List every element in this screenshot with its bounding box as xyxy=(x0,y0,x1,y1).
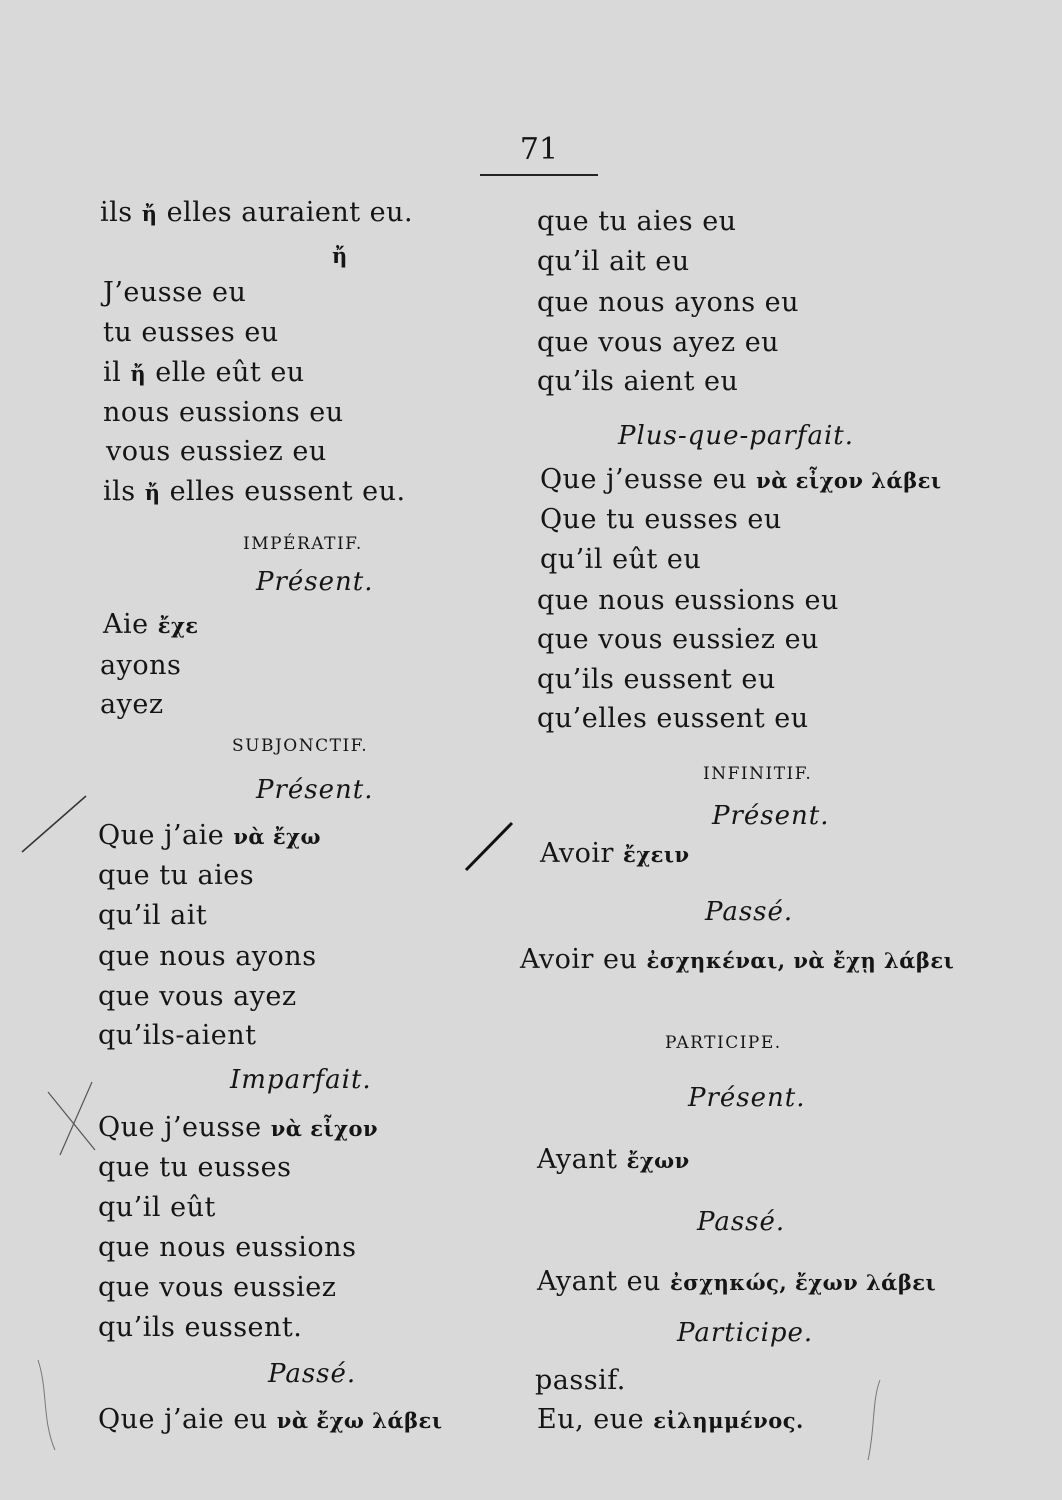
subj-present-line-2: que tu aies xyxy=(98,860,255,891)
passif-label: passif. xyxy=(535,1365,626,1396)
pencil-scribble-left xyxy=(38,1360,55,1450)
subj-pluperfect-line-2: Que tu eusses eu xyxy=(540,504,782,535)
subj-imperfect-line-5: que vous eussiez xyxy=(98,1272,337,1303)
subj-imperfect-line-2: que tu eusses xyxy=(98,1152,292,1183)
passe-heading: Passé. xyxy=(268,1359,357,1389)
greek-text: ἤ xyxy=(141,201,158,226)
participe-passif-heading: Participe. xyxy=(677,1318,814,1348)
pluperfect-subj-line-5: vous eussiez eu xyxy=(106,436,327,467)
greek-text: εἰλημμένος. xyxy=(653,1408,804,1433)
subj-imperfect-line-3: qu’il eût xyxy=(98,1192,216,1223)
subj-imperfect-line-6: qu’ils eussent. xyxy=(98,1312,303,1343)
subj-present-line-6: qu’ils-aient xyxy=(98,1020,257,1051)
subj-pluperfect-line-5: que vous eussiez eu xyxy=(537,624,819,655)
pluperfect-subj-line-2: tu eusses eu xyxy=(103,317,279,348)
french-text: Avoir xyxy=(540,838,624,869)
infinitif-passe-heading: Passé. xyxy=(705,897,794,927)
french-text: Avoir eu xyxy=(520,944,647,975)
subj-past-line-6: qu’ils aient eu xyxy=(537,366,739,397)
page-number: 71 xyxy=(519,132,559,167)
subj-present-line-4: que nous ayons xyxy=(98,941,317,972)
subj-present-line-3: qu’il ait xyxy=(98,900,208,931)
french-text: Eu, eue xyxy=(537,1404,654,1435)
imperatif-ayez-line: ayez xyxy=(100,689,164,720)
plus-que-parfait-heading: Plus-que-parfait. xyxy=(618,421,854,451)
subj-imperfect-line-4: que nous eussions xyxy=(98,1232,357,1263)
french-text: elles eussent eu. xyxy=(160,476,406,507)
participe-present-heading: Présent. xyxy=(688,1083,806,1113)
subj-pluperfect-line-6: qu’ils eussent eu xyxy=(537,664,776,695)
pencil-stroke-left xyxy=(22,796,86,852)
greek-text: ἤ xyxy=(144,480,161,505)
greek-text: ἔχων xyxy=(626,1148,690,1173)
greek-text: νὰ ἔχω λάβει xyxy=(276,1408,443,1433)
pencil-stroke-right xyxy=(466,823,512,870)
subj-past-line-2: que tu aies eu xyxy=(537,206,737,237)
imparfait-heading: Imparfait. xyxy=(230,1065,372,1095)
french-text: elle eût eu xyxy=(146,357,305,388)
greek-text: ἐσχηκώς, ἔχων λάβει xyxy=(670,1270,937,1295)
or-mark: ἤ xyxy=(332,243,348,268)
pluperfect-subj-line-1: J’eusse eu xyxy=(103,277,247,308)
french-text: Que j’aie xyxy=(98,820,234,851)
subj-past-line-4: que nous ayons eu xyxy=(537,287,800,318)
greek-text: νὰ ἔχω xyxy=(233,824,321,849)
subj-pluperfect-line-7: qu’elles eussent eu xyxy=(537,703,809,734)
greek-text: ἤ xyxy=(130,361,147,386)
greek-text: ἐσχηκέναι, νὰ ἔχῃ λάβει xyxy=(646,948,955,973)
imperatif-heading: IMPÉRATIF. xyxy=(243,534,363,554)
french-text: elles auraient eu. xyxy=(157,197,414,228)
infinitif-heading: INFINITIF. xyxy=(703,764,813,784)
pluperfect-subj-line-4: nous eussions eu xyxy=(103,397,344,428)
french-text: ils xyxy=(100,197,142,228)
french-text: il xyxy=(103,357,131,388)
greek-text: ἔχειν xyxy=(623,842,690,867)
french-text: Aie xyxy=(103,609,158,640)
french-text: Que j’eusse xyxy=(98,1112,271,1143)
imperatif-ayons-line: ayons xyxy=(100,650,182,681)
french-text: ils xyxy=(103,476,145,507)
participe-heading: PARTICIPE. xyxy=(665,1033,782,1053)
subj-present-line-5: que vous ayez xyxy=(98,981,297,1012)
greek-text: νὰ εἶχον λάβει xyxy=(756,468,942,493)
french-text: Ayant xyxy=(537,1144,627,1175)
participe-passe-heading: Passé. xyxy=(697,1207,786,1237)
infinitif-present-heading: Présent. xyxy=(712,801,830,831)
pencil-cross xyxy=(48,1082,95,1155)
subj-past-line-5: que vous ayez eu xyxy=(537,327,780,358)
imperatif-present-heading: Présent. xyxy=(256,567,374,597)
greek-text: νὰ εἶχον xyxy=(270,1116,379,1141)
subjonctif-present-heading: Présent. xyxy=(256,775,374,805)
french-text: Que j’aie eu xyxy=(98,1404,277,1435)
pencil-scribble-right xyxy=(868,1380,880,1460)
french-text: Que j’eusse eu xyxy=(540,464,757,495)
french-text: Ayant eu xyxy=(537,1266,671,1297)
subj-pluperfect-line-4: que nous eussions eu xyxy=(537,585,839,616)
subjonctif-heading: SUBJONCTIF. xyxy=(232,736,369,756)
subj-pluperfect-line-3: qu’il eût eu xyxy=(540,544,702,575)
subj-past-line-3: qu’il ait eu xyxy=(537,246,690,277)
greek-text: ἔχε xyxy=(157,613,199,638)
